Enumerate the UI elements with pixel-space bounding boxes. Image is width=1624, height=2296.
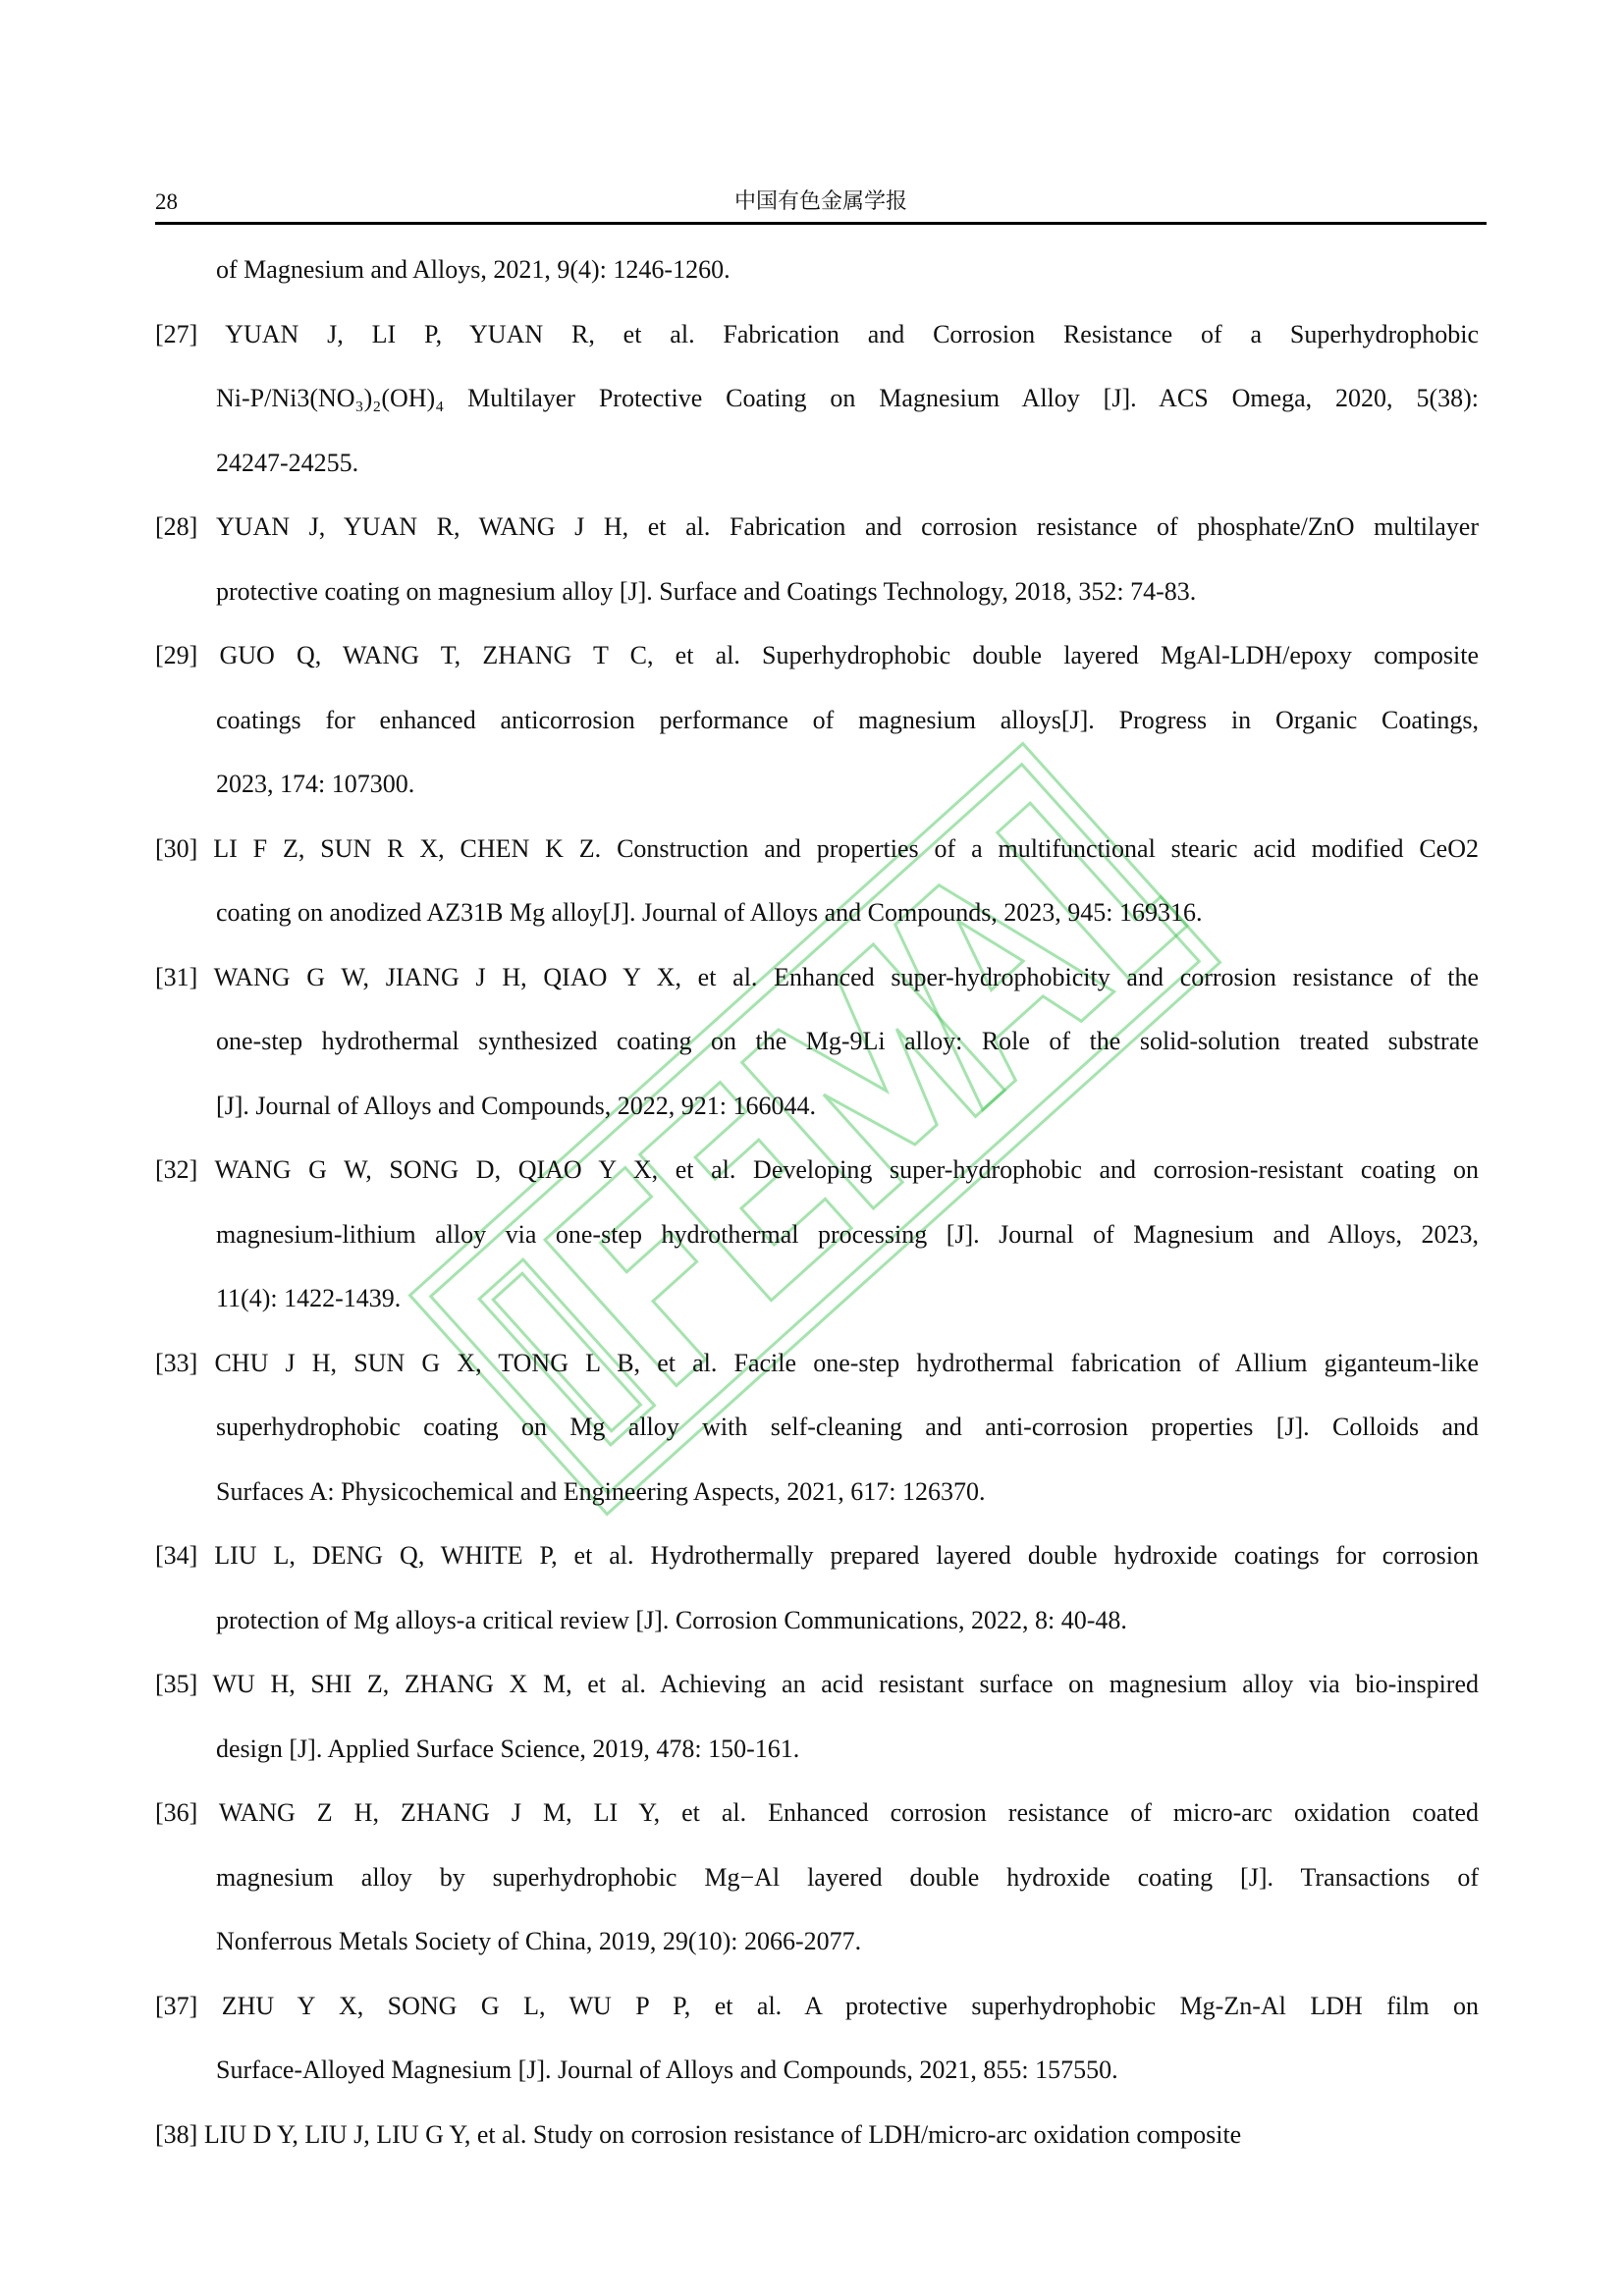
reference-entry: [28] YUAN J, YUAN R, WANG J H, et al. Fabrication and corrosion resistance of phosphate/ZnO multilayer [155, 512, 1479, 541]
reference-continuation-line: one-step hydrothermal synthesized coating on the Mg-9Li alloy: Role of the solid-solution treated substrate [216, 1027, 1479, 1055]
reference-continuation-line: superhydrophobic coating on Mg alloy with self-cleaning and anti-corrosion properties [J]. Colloids and [216, 1413, 1479, 1441]
reference-continuation-line: protection of Mg alloys-a critical review [J]. Corrosion Communications, 2022, 8: 40-48. [216, 1605, 1127, 1634]
reference-continuation-line: magnesium-lithium alloy via one-step hydrothermal processing [J]. Journal of Magnesium and Alloys, 2023, [216, 1219, 1479, 1249]
reference-entry: [38] LIU D Y, LIU J, LIU G Y, et al. Study on corrosion resistance of LDH/micro-arc oxidation composite [155, 2119, 1242, 2149]
reference-entry: [35] WU H, SHI Z, ZHANG X M, et al. Achieving an acid resistant surface on magnesium alloy via bio-inspired [155, 1670, 1479, 1698]
page-header [155, 187, 1487, 225]
reference-continuation-line: [J]. Journal of Alloys and Compounds, 2022, 921: 166044. [216, 1091, 816, 1120]
reference-entry: [32] WANG G W, SONG D, QIAO Y X, et al. Developing super-hydrophobic and corrosion-resistant coating on [155, 1155, 1479, 1184]
reference-continuation-line: 2023, 174: 107300. [216, 770, 415, 798]
reference-continuation-line: protective coating on magnesium alloy [J]. Surface and Coatings Technology, 2018, 352: 74-83. [216, 576, 1197, 606]
reference-continuation-line: Surface-Alloyed Magnesium [J]. Journal of Alloys and Compounds, 2021, 855: 157550. [216, 2056, 1118, 2084]
reference-continuation-line: magnesium alloy by superhydrophobic Mg−Al layered double hydroxide coating [J]. Transactions of [216, 1862, 1479, 1892]
reference-entry: [31] WANG G W, JIANG J H, QIAO Y X, et al. Enhanced super-hydrophobicity and corrosion resistance of the [155, 962, 1479, 991]
reference-entry: [33] CHU J H, SUN G X, TONG L B, et al. Facile one-step hydrothermal fabrication of Allium giganteum-like [155, 1348, 1479, 1377]
reference-list [155, 238, 1479, 2166]
reference-continuation-line: of Magnesium and Alloys, 2021, 9(4): 1246-1260. [216, 255, 731, 284]
reference-continuation-line: design [J]. Applied Surface Science, 2019, 478: 150-161. [216, 1734, 800, 1763]
reference-continuation-line: Ni-P/Ni3(NO₃)₂(OH)₄ Multilayer Protective Coating on Magnesium Alloy [J]. ACS Omega, 2020, 5(38): [216, 384, 1479, 412]
reference-entry: [34] LIU L, DENG Q, WHITE P, et al. Hydrothermally prepared layered double hydroxide coatings for corrosion [155, 1541, 1479, 1570]
reference-continuation-line: 24247-24255. [216, 448, 359, 477]
page-number: 28 [155, 189, 178, 214]
reference-continuation-line: Nonferrous Metals Society of China, 2019, 29(10): 2066-2077. [216, 1927, 862, 1955]
reference-entry: [29] GUO Q, WANG T, ZHANG T C, et al. Superhydrophobic double layered MgAl-LDH/epoxy composite [155, 641, 1479, 669]
reference-entry: [27] YUAN J, LI P, YUAN R, et al. Fabrication and Corrosion Resistance of a Superhydrophobic [155, 319, 1479, 348]
reference-continuation-line: coating on anodized AZ31B Mg alloy[J]. Journal of Alloys and Compounds, 2023, 945: 169316. [216, 898, 1203, 927]
reference-continuation-line: 11(4): 1422-1439. [216, 1284, 402, 1312]
reference-entry: [36] WANG Z H, ZHANG J M, LI Y, et al. Enhanced corrosion resistance of micro-arc oxidation coated [155, 1798, 1479, 1827]
reference-continuation-line: Surfaces A: Physicochemical and Engineering Aspects, 2021, 617: 126370. [216, 1476, 986, 1506]
journal-title: 中国有色金属学报 [733, 189, 907, 214]
reference-continuation-line: coatings for enhanced anticorrosion performance of magnesium alloys[J]. Progress in Organic Coatings, [216, 705, 1479, 734]
reference-entry: [30] LI F Z, SUN R X, CHEN K Z. Construction and properties of a multifunctional stearic acid modified CeO2 [155, 833, 1479, 863]
reference-entry: [37] ZHU Y X, SONG G L, WU P P, et al. A protective superhydrophobic Mg-Zn-Al LDH film on [155, 1991, 1479, 2020]
